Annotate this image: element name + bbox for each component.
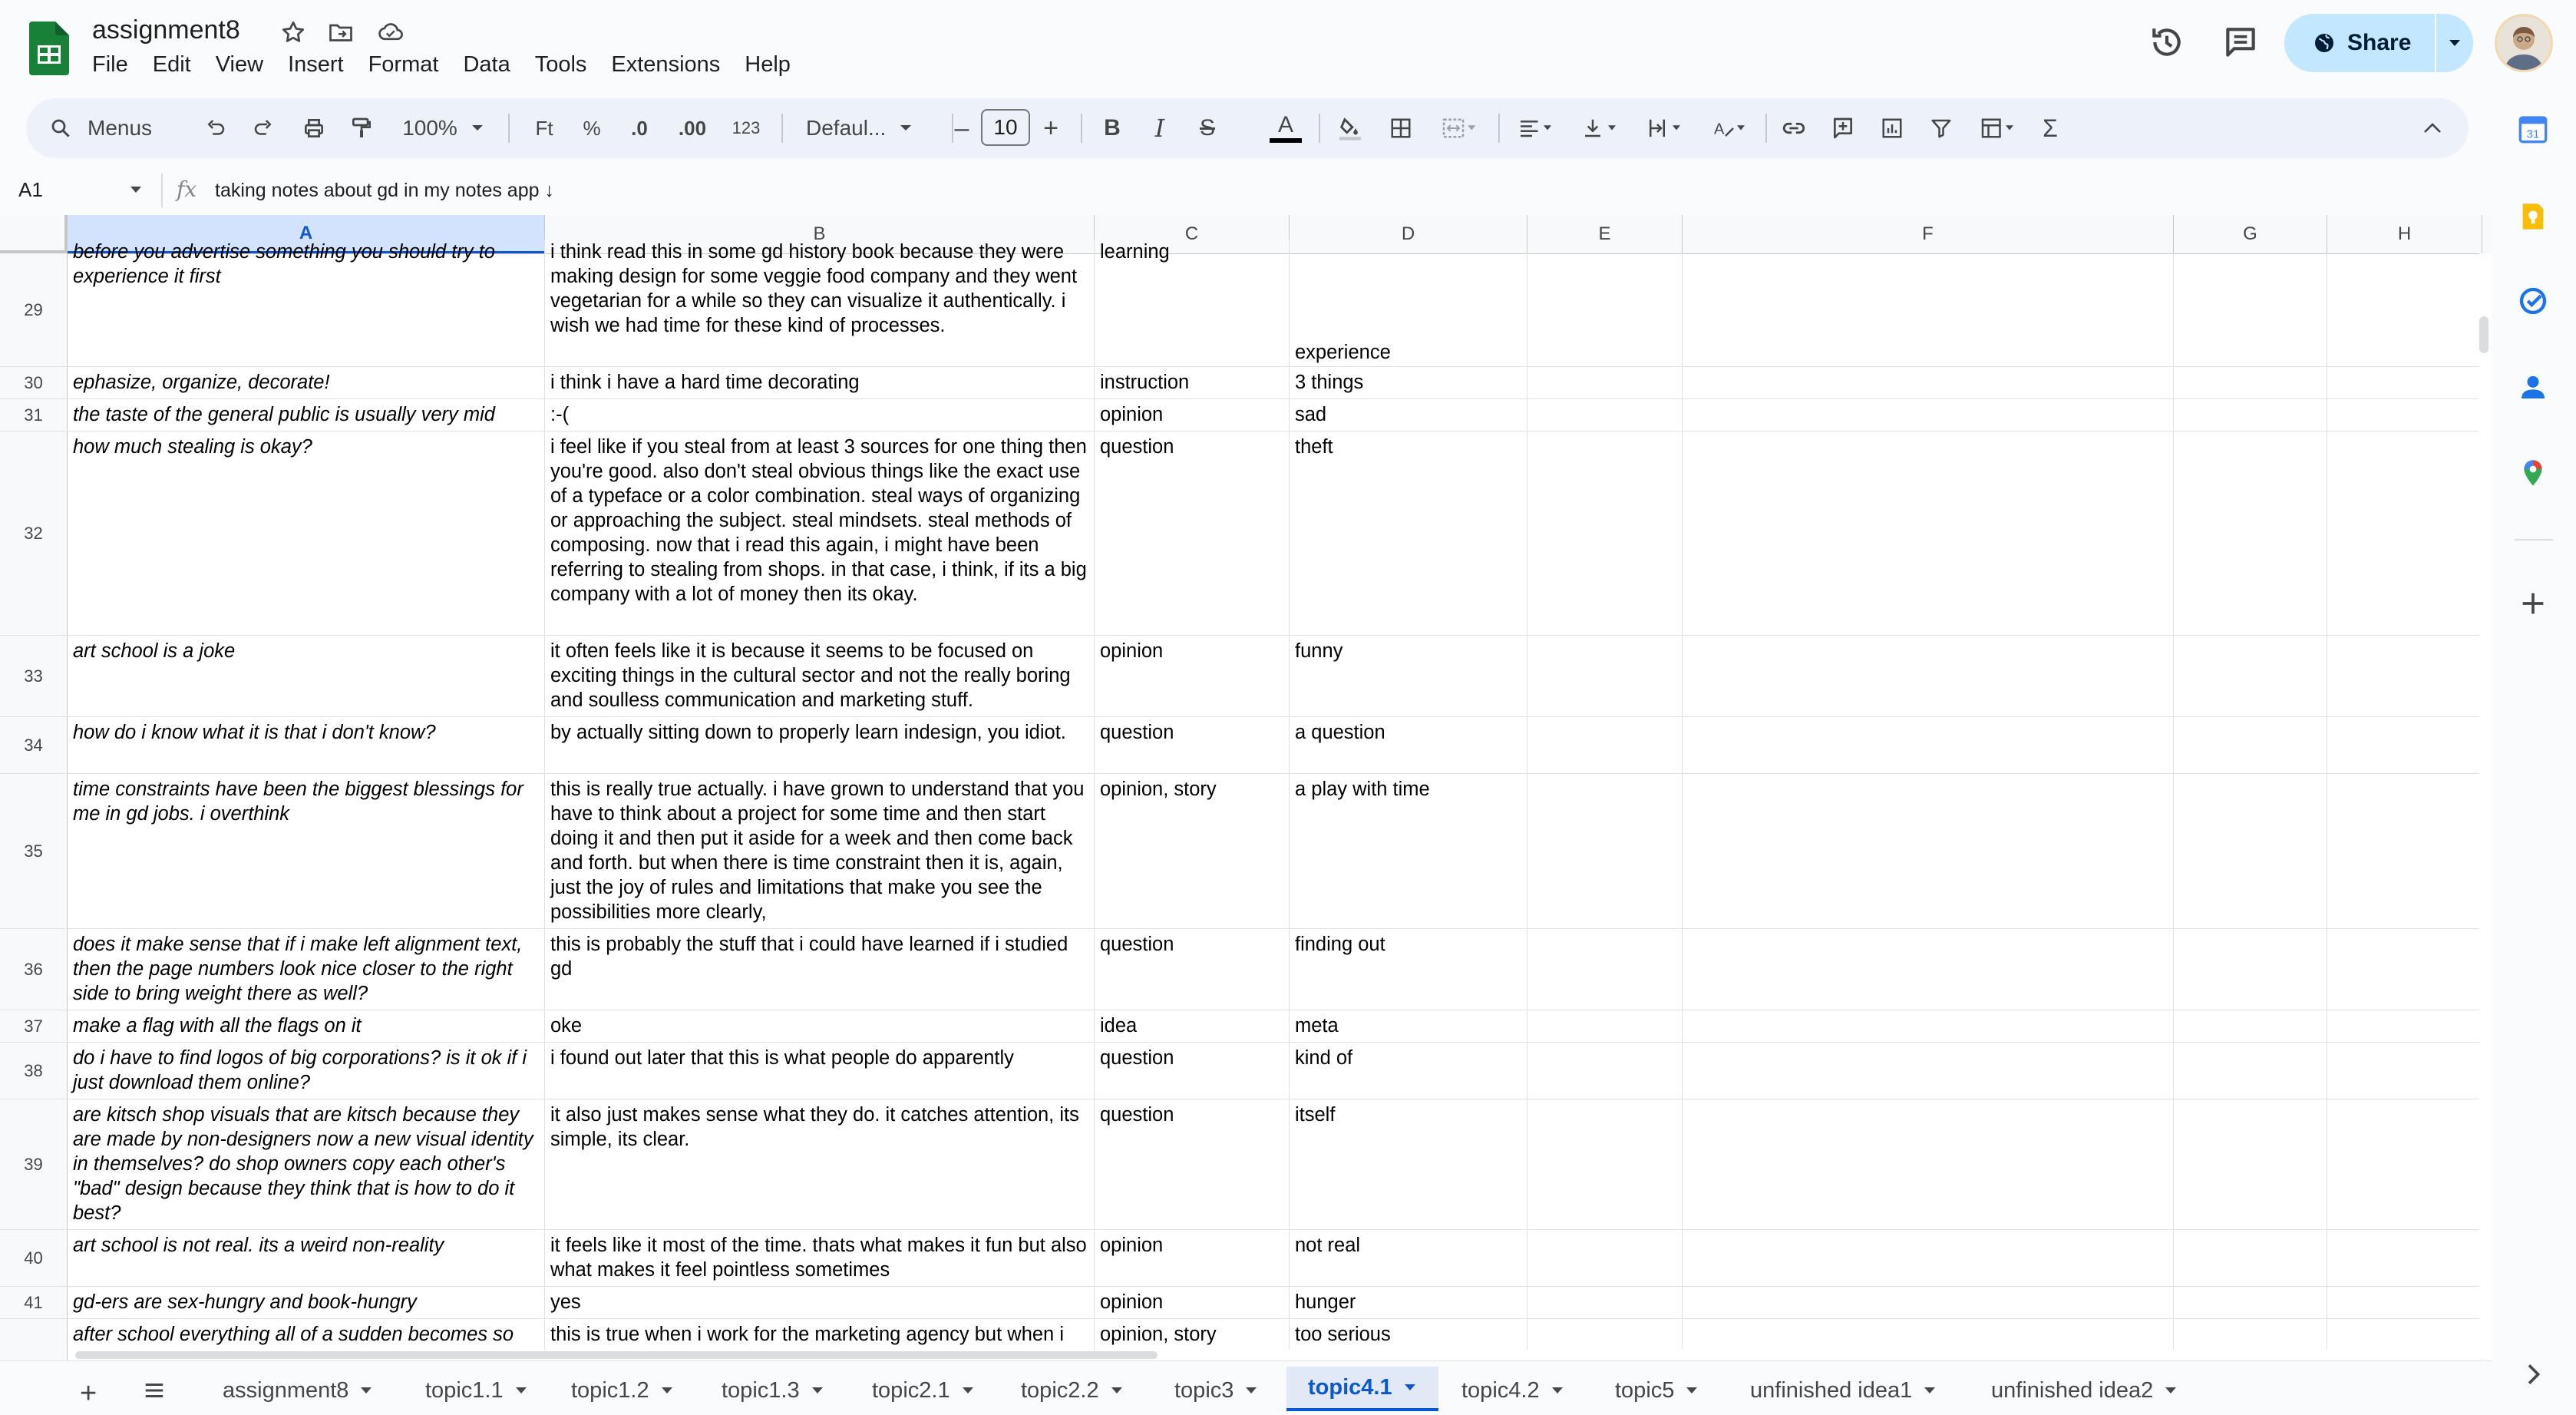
cell-f[interactable] xyxy=(1683,1230,2174,1286)
column-header-h[interactable]: H xyxy=(2327,215,2482,253)
cell-e[interactable] xyxy=(1527,1010,1683,1042)
text-wrapping-icon[interactable] xyxy=(1636,98,1693,158)
cell-c[interactable]: idea xyxy=(1095,1010,1290,1042)
bold-button[interactable]: B xyxy=(1104,115,1121,141)
column-header-d[interactable]: D xyxy=(1290,215,1527,253)
cell-h[interactable] xyxy=(2327,1287,2482,1318)
insert-link-icon[interactable] xyxy=(1775,98,1813,158)
merge-cells-icon[interactable] xyxy=(1431,98,1488,158)
cell-c[interactable]: opinion xyxy=(1095,399,1290,431)
vertical-align-icon[interactable] xyxy=(1572,98,1629,158)
cell-c[interactable]: learning xyxy=(1095,240,1290,367)
cell-a[interactable]: art school is not real. its a weird non-reality xyxy=(68,1230,545,1286)
toolbar-divider xyxy=(1319,114,1320,143)
cell-c[interactable]: opinion xyxy=(1095,636,1290,716)
menu-file[interactable]: File xyxy=(92,52,128,77)
cell-h[interactable] xyxy=(2327,717,2482,773)
cell-g[interactable] xyxy=(2174,717,2327,773)
cell-e[interactable] xyxy=(1527,929,1683,1010)
sheets-logo-icon[interactable] xyxy=(29,21,69,75)
sheet-tab-label: topic4.2 xyxy=(1461,1377,1540,1403)
increase-font-size-button[interactable]: + xyxy=(1043,113,1058,143)
sheet-tab-label: topic2.1 xyxy=(872,1377,950,1403)
name-box[interactable]: A1 xyxy=(18,178,43,201)
toolbar-divider xyxy=(508,114,510,143)
star-icon[interactable] xyxy=(279,18,307,46)
decrease-font-size-button[interactable]: – xyxy=(954,113,969,143)
comments-icon[interactable] xyxy=(2221,23,2260,61)
cell-a[interactable]: ephasize, organize, decorate! xyxy=(68,367,545,398)
cell-b[interactable]: this is probably the stuff that i could have learned if i studied gd xyxy=(545,929,1095,1010)
cell-a[interactable]: does it make sense that if i make left alignment text, then the page numbers look nice closer to the right side to bring weight there as well? xyxy=(68,929,545,1010)
vertical-scrollbar[interactable] xyxy=(2479,253,2492,1359)
cell-d[interactable]: hunger xyxy=(1290,1287,1527,1318)
cell-e[interactable] xyxy=(1527,774,1683,928)
cell-h[interactable] xyxy=(2327,399,2482,431)
chevron-down-icon[interactable] xyxy=(963,1387,973,1394)
zoom-value: 100% xyxy=(402,116,457,140)
cell-e[interactable] xyxy=(1527,636,1683,716)
column-header-a[interactable]: A xyxy=(68,215,545,253)
menu-search-label: Menus xyxy=(88,116,153,140)
chevron-down-icon[interactable] xyxy=(1924,1387,1935,1394)
cell-b[interactable]: it often feels like it is because it seems to be focused on exciting things in the cultural sector and not the really boring and soulless communication and marketing stuff. xyxy=(545,636,1095,716)
chevron-down-icon[interactable] xyxy=(129,184,143,198)
cell-b[interactable]: yes xyxy=(545,1287,1095,1318)
cell-c[interactable]: question xyxy=(1095,1099,1290,1229)
cell-f[interactable] xyxy=(1683,1043,2174,1099)
share-label: Share xyxy=(2347,30,2412,55)
cell-g[interactable] xyxy=(2174,929,2327,1010)
paint-format-icon[interactable] xyxy=(342,98,381,158)
filter-icon[interactable] xyxy=(1922,98,1960,158)
chevron-down-icon[interactable] xyxy=(1246,1387,1257,1394)
sheet-tab-label: assignment8 xyxy=(223,1377,349,1403)
cell-a[interactable]: are kitsch shop visuals that are kitsch because they are made by non-designers now a new visual identity in themselves? do shop owners copy each other's "bad" design because they think that is how to do it best? xyxy=(68,1099,545,1229)
row-header[interactable]: 33 xyxy=(0,636,68,716)
sheet-tab-topic1-3[interactable] xyxy=(722,1371,823,1410)
format-currency-button[interactable]: Ft xyxy=(535,116,553,140)
italic-button[interactable]: I xyxy=(1154,114,1165,143)
cell-f[interactable] xyxy=(1683,367,2174,398)
row-header[interactable]: 31 xyxy=(0,399,68,431)
contacts-icon[interactable] xyxy=(2518,372,2548,402)
cell-g[interactable] xyxy=(2174,636,2327,716)
select-all-corner[interactable] xyxy=(0,215,68,253)
horizontal-align-icon[interactable] xyxy=(1508,98,1564,158)
row-header[interactable]: 41 xyxy=(0,1287,68,1318)
cell-b[interactable]: it feels like it most of the time. thats what makes it fun but also what makes it feel pointless sometimes xyxy=(545,1230,1095,1286)
sheet-tab-label: topic4.1 xyxy=(1308,1374,1392,1400)
formula-input[interactable]: taking notes about gd in my notes app ↓ xyxy=(215,180,554,201)
cell-g[interactable] xyxy=(2174,774,2327,928)
sheet-tab-topic1-1[interactable] xyxy=(425,1371,527,1410)
format-percent-button[interactable]: % xyxy=(583,116,601,140)
cell-g[interactable] xyxy=(2174,1010,2327,1042)
sheet-tab-label: topic1.3 xyxy=(722,1377,800,1403)
row-header[interactable]: 30 xyxy=(0,367,68,398)
sheet-tab-label: topic2.2 xyxy=(1021,1377,1099,1403)
sheet-tab-unfinished-idea1[interactable] xyxy=(1750,1371,1935,1410)
cell-f[interactable] xyxy=(1683,717,2174,773)
cell-g[interactable] xyxy=(2174,1287,2327,1318)
cell-h[interactable] xyxy=(2327,1230,2482,1286)
column-header-e[interactable]: E xyxy=(1527,215,1683,253)
row-header[interactable]: 37 xyxy=(0,1010,68,1042)
cell-g[interactable] xyxy=(2174,1043,2327,1099)
cell-c[interactable]: opinion xyxy=(1095,1230,1290,1286)
menu-data[interactable]: Data xyxy=(463,52,510,77)
table-row xyxy=(0,367,2492,399)
text-color-button[interactable] xyxy=(1267,98,1305,158)
cell-a[interactable]: time constraints have been the biggest blessings for me in gd jobs. i overthink xyxy=(68,774,545,928)
cell-h[interactable] xyxy=(2327,774,2482,928)
cell-c[interactable]: question xyxy=(1095,1043,1290,1099)
sheet-tab-topic5[interactable] xyxy=(1615,1371,1697,1410)
row-header[interactable]: 38 xyxy=(0,1043,68,1099)
cell-f[interactable] xyxy=(1683,636,2174,716)
table-row xyxy=(0,1043,2492,1099)
cloud-status-icon[interactable] xyxy=(376,18,404,46)
insert-chart-icon[interactable] xyxy=(1873,98,1911,158)
account-avatar[interactable] xyxy=(2495,14,2553,72)
table-row xyxy=(0,1099,2492,1230)
cell-d[interactable]: experience xyxy=(1290,253,1527,366)
cell-e[interactable] xyxy=(1527,431,1683,635)
cell-e[interactable] xyxy=(1527,1043,1683,1099)
decrease-decimal-button[interactable]: .0 xyxy=(631,116,648,140)
menu-bar xyxy=(80,52,803,78)
cell-d[interactable]: sad xyxy=(1290,399,1527,431)
function-icon: fx xyxy=(177,177,197,202)
chevron-down-icon xyxy=(900,124,912,132)
row-header[interactable]: 39 xyxy=(0,1099,68,1229)
cell-e[interactable] xyxy=(1527,399,1683,431)
version-history-icon[interactable] xyxy=(2148,23,2186,61)
cell-c[interactable]: question xyxy=(1095,431,1290,635)
cell-e[interactable] xyxy=(1527,1099,1683,1229)
more-formats-button[interactable]: 123 xyxy=(732,118,761,137)
cell-c[interactable]: question xyxy=(1095,717,1290,773)
calendar-date-label: 31 xyxy=(2526,127,2540,141)
toolbar-divider xyxy=(1765,114,1767,143)
cell-e[interactable] xyxy=(1527,367,1683,398)
cell-a[interactable]: before you advertise something you should try to experience it first xyxy=(68,240,545,367)
calendar-icon[interactable] xyxy=(2518,114,2548,144)
cell-d[interactable]: theft xyxy=(1290,431,1527,635)
insert-comment-icon[interactable] xyxy=(1824,98,1862,158)
chevron-down-icon[interactable] xyxy=(516,1387,527,1394)
cell-f[interactable] xyxy=(1683,399,2174,431)
sheet-tab-topic2-2[interactable] xyxy=(1021,1371,1122,1410)
font-family-value: Defaul... xyxy=(806,116,887,140)
cell-d[interactable]: too serious xyxy=(1290,1319,1527,1360)
menu-help[interactable]: Help xyxy=(745,52,791,77)
cell-a[interactable]: do i have to find logos of big corporations? is it ok if i just download them online? xyxy=(68,1043,545,1099)
table-row xyxy=(0,774,2492,929)
sheet-tab-topic4-1[interactable] xyxy=(1286,1367,1438,1411)
cell-d[interactable]: a question xyxy=(1290,717,1527,773)
cell-d[interactable]: 3 things xyxy=(1290,367,1527,398)
cell-d[interactable]: itself xyxy=(1290,1099,1527,1229)
sheet-tab-label: unfinished idea1 xyxy=(1750,1377,1913,1403)
sheet-tab-label: unfinished idea2 xyxy=(1991,1377,2154,1403)
fill-color-icon[interactable] xyxy=(1331,98,1369,158)
formula-divider xyxy=(161,174,163,207)
cell-c[interactable]: opinion xyxy=(1095,1287,1290,1318)
menu-edit[interactable]: Edit xyxy=(152,52,191,77)
cell-g[interactable] xyxy=(2174,399,2327,431)
cell-c[interactable]: instruction xyxy=(1095,367,1290,398)
move-folder-icon[interactable] xyxy=(327,18,355,46)
chevron-down-icon[interactable] xyxy=(361,1387,372,1394)
table-row xyxy=(0,399,2492,431)
cell-f[interactable] xyxy=(1683,1287,2174,1318)
sheet-tab-label: topic3 xyxy=(1174,1377,1234,1403)
cell-a[interactable]: make a flag with all the flags on it xyxy=(68,1010,545,1042)
share-main-button[interactable] xyxy=(2284,14,2435,72)
cell-f[interactable] xyxy=(1683,1099,2174,1229)
functions-button[interactable]: Σ xyxy=(2043,114,2058,142)
sheet-tab-topic1-2[interactable] xyxy=(571,1371,672,1410)
cell-b[interactable]: i feel like if you steal from at least 3 sources for one thing then you're good. also don't steal obvious things like the exact use of a typeface or a color combination. steal ways of organizing or approaching the subject. steal mindsets. steal methods of composing. now that i read this again, i might have been referring to stealing from shops. in that case, i think, if its a big company with a lot of money then its okay. xyxy=(545,431,1095,635)
cell-b[interactable]: i think read this in some gd history book because they were making design for some veggie food company and they went vegetarian for a while so they can visualize it authentically. i wish we had time for these kind of processes. xyxy=(545,240,1095,367)
toolbar-divider xyxy=(1498,114,1500,143)
spreadsheet-grid[interactable] xyxy=(0,215,2492,1360)
row-header[interactable]: 29 xyxy=(0,253,68,366)
toolbar-divider xyxy=(1081,114,1082,143)
column-header-c[interactable]: C xyxy=(1095,215,1290,253)
table-row xyxy=(0,1010,2492,1043)
sheet-tab-label: topic1.2 xyxy=(571,1377,649,1403)
cell-d[interactable]: finding out xyxy=(1290,929,1527,1010)
cell-d[interactable]: meta xyxy=(1290,1010,1527,1042)
redo-icon[interactable] xyxy=(244,98,282,158)
cell-d[interactable]: kind of xyxy=(1290,1043,1527,1099)
cell-d[interactable]: a play with time xyxy=(1290,774,1527,928)
undo-icon[interactable] xyxy=(197,98,235,158)
keep-icon[interactable] xyxy=(2518,201,2548,232)
table-row xyxy=(0,1230,2492,1287)
cell-c[interactable]: opinion, story xyxy=(1095,1319,1290,1360)
menu-extensions[interactable]: Extensions xyxy=(611,52,721,77)
chevron-down-icon[interactable] xyxy=(2165,1387,2176,1394)
globe-icon xyxy=(2312,31,2337,55)
chevron-down-icon[interactable] xyxy=(1111,1387,1122,1394)
cell-e[interactable] xyxy=(1527,253,1683,366)
column-header-f[interactable]: F xyxy=(1683,215,2174,253)
cell-c[interactable]: question xyxy=(1095,929,1290,1010)
cell-b[interactable]: this is true when i work for the marketing agency but when i xyxy=(545,1319,1095,1360)
all-sheets-menu-icon[interactable] xyxy=(143,1379,166,1406)
cell-f[interactable] xyxy=(1683,431,2174,635)
text-color-swatch xyxy=(1270,138,1302,143)
toolbar xyxy=(26,98,2469,158)
side-panel xyxy=(2492,98,2576,1414)
chevron-down-icon xyxy=(471,124,484,132)
sheet-tab-topic4-2[interactable] xyxy=(1461,1371,1563,1410)
cell-b[interactable]: by actually sitting down to properly learn indesign, you idiot. xyxy=(545,717,1095,773)
table-row xyxy=(0,929,2492,1010)
font-family-select[interactable] xyxy=(794,98,947,158)
collapse-toolbar-icon[interactable] xyxy=(2413,98,2452,158)
cell-h[interactable] xyxy=(2327,1099,2482,1229)
cell-g[interactable] xyxy=(2174,1230,2327,1286)
table-row xyxy=(0,1287,2492,1319)
cell-g[interactable] xyxy=(2174,1099,2327,1229)
table-row xyxy=(0,431,2492,636)
cell-b[interactable]: oke xyxy=(545,1010,1095,1042)
cell-f[interactable] xyxy=(1683,774,2174,928)
row-header[interactable]: 35 xyxy=(0,774,68,928)
borders-icon[interactable] xyxy=(1382,98,1420,158)
share-dropdown-icon[interactable] xyxy=(2436,38,2473,48)
table-row xyxy=(0,717,2492,774)
cell-e[interactable] xyxy=(1527,717,1683,773)
cell-e[interactable] xyxy=(1527,1230,1683,1286)
cell-h[interactable] xyxy=(2327,367,2482,398)
svg-text:A: A xyxy=(1714,121,1725,138)
cell-a[interactable]: how do i know what it is that i don't know? xyxy=(68,717,545,773)
strikethrough-button[interactable]: S xyxy=(1199,115,1215,141)
menu-search[interactable] xyxy=(49,98,203,158)
tasks-icon[interactable] xyxy=(2518,286,2548,316)
add-icon[interactable] xyxy=(2518,588,2548,619)
cell-c[interactable]: opinion, story xyxy=(1095,774,1290,928)
cell-g[interactable] xyxy=(2174,367,2327,398)
row-header[interactable]: 40 xyxy=(0,1230,68,1286)
search-icon xyxy=(49,117,72,140)
cell-b[interactable]: this is really true actually. i have grown to understand that you have to think about a project for some time and then start doing it and then put it aside for a week and then come back and forth. but when there is time constraint then it is, again, just the joy of rules and limitations that make you see the possibilities more clearly, xyxy=(545,774,1095,928)
cell-h[interactable] xyxy=(2327,636,2482,716)
chevron-down-icon[interactable] xyxy=(1552,1387,1563,1394)
vertical-scroll-thumb[interactable] xyxy=(2479,316,2488,353)
table-row xyxy=(0,241,2492,367)
sheet-tab-label: topic1.1 xyxy=(425,1377,504,1403)
document-title[interactable]: assignment8 xyxy=(92,15,240,45)
print-icon[interactable] xyxy=(295,98,333,158)
sheet-tab-label: topic5 xyxy=(1615,1377,1675,1403)
increase-decimal-button[interactable]: .00 xyxy=(678,116,707,140)
cell-b[interactable]: i think i have a hard time decorating xyxy=(545,367,1095,398)
cell-b[interactable]: it also just makes sense what they do. it catches attention, its simple, its clear. xyxy=(545,1099,1095,1229)
cell-g[interactable] xyxy=(2174,431,2327,635)
font-size-input[interactable]: 10 xyxy=(981,109,1030,146)
horizontal-scroll-thumb[interactable] xyxy=(75,1351,1158,1359)
chevron-down-icon[interactable] xyxy=(1405,1384,1415,1390)
cell-e[interactable] xyxy=(1527,1287,1683,1318)
cell-h[interactable] xyxy=(2327,1010,2482,1042)
sheet-tab-topic3[interactable] xyxy=(1174,1371,1257,1410)
add-sheet-button[interactable]: + xyxy=(80,1377,97,1410)
sheet-tab-topic2-1[interactable] xyxy=(872,1371,973,1410)
column-header-g[interactable]: G xyxy=(2174,215,2327,253)
row-header[interactable]: 36 xyxy=(0,929,68,1010)
cell-d[interactable]: not real xyxy=(1290,1230,1527,1286)
cell-f[interactable] xyxy=(1683,929,2174,1010)
chevron-right-icon[interactable] xyxy=(2518,1359,2548,1390)
maps-icon[interactable] xyxy=(2518,458,2548,488)
filter-views-icon[interactable] xyxy=(1970,98,2026,158)
cell-g[interactable] xyxy=(2174,253,2327,366)
toolbar-divider xyxy=(781,114,783,143)
cell-f[interactable] xyxy=(1683,253,2174,366)
cell-f[interactable] xyxy=(1683,1010,2174,1042)
sheet-tab-unfinished-idea2[interactable] xyxy=(1991,1371,2176,1410)
text-color-label: A xyxy=(1277,112,1293,137)
share-button[interactable] xyxy=(2284,14,2473,72)
cell-b[interactable]: :-( xyxy=(545,399,1095,431)
menu-format[interactable]: Format xyxy=(368,52,439,77)
cell-d[interactable]: funny xyxy=(1290,636,1527,716)
sheet-tab-assignment8[interactable] xyxy=(223,1371,372,1410)
cell-h[interactable] xyxy=(2327,253,2482,366)
chevron-down-icon[interactable] xyxy=(812,1387,823,1394)
cell-a[interactable]: art school is a joke xyxy=(68,636,545,716)
cell-h[interactable] xyxy=(2327,929,2482,1010)
cell-b[interactable]: i found out later that this is what people do apparently xyxy=(545,1043,1095,1099)
chevron-down-icon[interactable] xyxy=(1686,1387,1697,1394)
chevron-down-icon[interactable] xyxy=(662,1387,672,1394)
cell-a[interactable]: gd-ers are sex-hungry and book-hungry xyxy=(68,1287,545,1318)
menu-view[interactable]: View xyxy=(215,52,264,77)
row-header[interactable]: 32 xyxy=(0,431,68,635)
menu-tools[interactable]: Tools xyxy=(534,52,587,77)
row-header[interactable] xyxy=(0,1319,68,1360)
cell-h[interactable] xyxy=(2327,1043,2482,1099)
cell-a[interactable]: after school everything all of a sudden becomes so xyxy=(68,1319,545,1360)
text-rotation-icon[interactable] xyxy=(1701,98,1758,158)
zoom-select[interactable] xyxy=(393,98,493,158)
table-row xyxy=(0,636,2492,717)
cell-a[interactable]: the taste of the general public is usually very mid xyxy=(68,399,545,431)
menu-insert[interactable]: Insert xyxy=(288,52,344,77)
side-panel-divider xyxy=(2515,539,2553,541)
cell-a[interactable]: how much stealing is okay? xyxy=(68,431,545,635)
column-header-b[interactable]: B xyxy=(545,215,1095,253)
row-header[interactable]: 34 xyxy=(0,717,68,773)
cell-h[interactable] xyxy=(2327,431,2482,635)
